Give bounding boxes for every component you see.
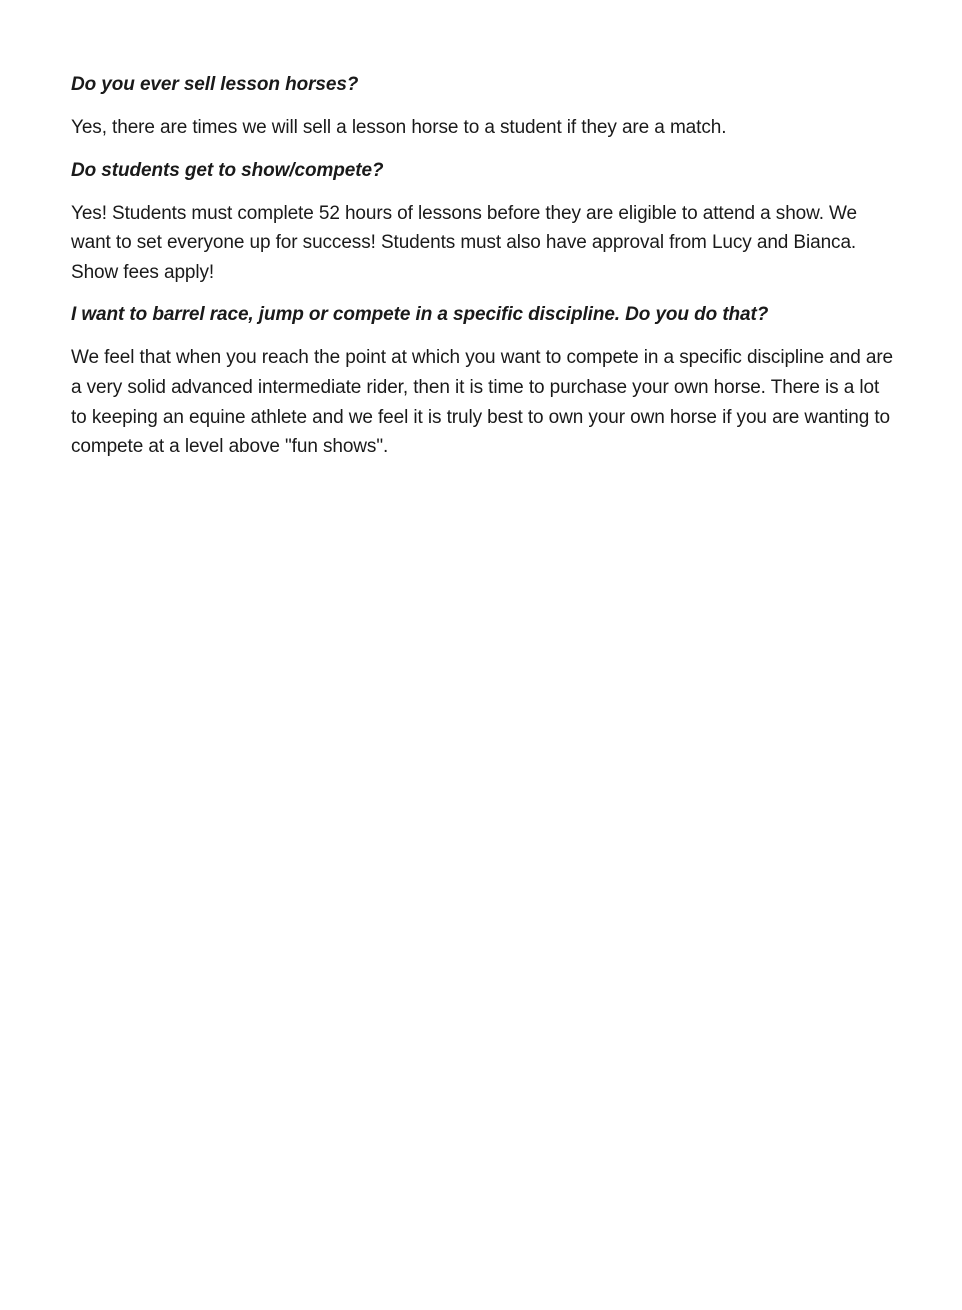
faq-answer: Yes, there are times we will sell a lesson horse to a student if they are a match. — [71, 117, 727, 138]
faq-item-show-compete — [71, 156, 893, 288]
faq-item-specific-discipline — [71, 300, 893, 461]
faq-answer: We feel that when you reach the point at which you want to compete in a specific discipline and are a very solid advanced intermediate rider, then it is time to purchase your own horse. There is a lot to keeping an equine athlete and we feel it is truly best to own your own horse if you are wanting to compete at a level above "fun shows". — [71, 347, 894, 458]
faq-question: Do you ever sell lesson horses? — [71, 74, 359, 95]
faq-question: I want to barrel race, jump or compete in a specific discipline. Do you do that? — [71, 304, 769, 326]
faq-document — [71, 70, 893, 475]
faq-question: Do students get to show/compete? — [71, 159, 384, 181]
faq-item-sell-lesson-horses — [71, 70, 893, 143]
faq-answer: Yes! Students must complete 52 hours of lessons before they are eligible to attend a show. We want to set everyone up for success! Students must also have approval from Lucy and Bianca. Show fees apply! — [71, 202, 858, 283]
